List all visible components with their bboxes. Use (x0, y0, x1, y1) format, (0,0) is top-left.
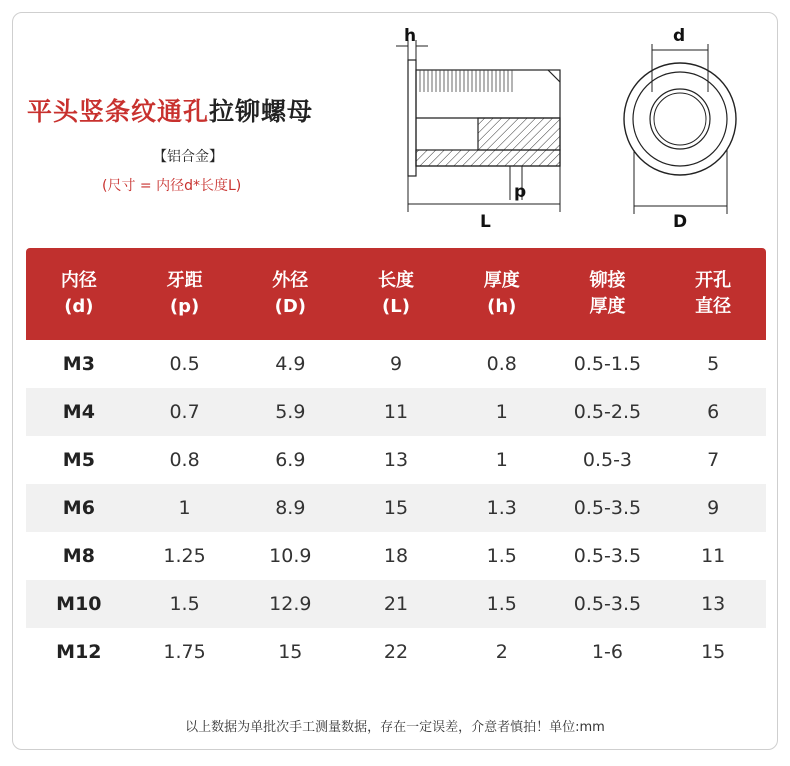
size-note: (尺寸 = 内径d*长度L) (102, 178, 242, 194)
table-cell: 15 (278, 641, 303, 663)
table-cell: 12.9 (269, 593, 312, 615)
table-cell: M6 (62, 497, 95, 519)
table-cell: 11 (701, 545, 726, 567)
table-cell: 0.5-3.5 (573, 545, 642, 567)
table-cell: 13 (383, 449, 409, 471)
column-header: 外径 (D) (272, 270, 309, 317)
spec-table (26, 248, 766, 676)
table-cell: 5.9 (275, 401, 306, 423)
title-dark-part: 拉铆螺母 (209, 97, 314, 126)
table-row (26, 580, 766, 628)
column-header: 厚度 (h) (483, 270, 520, 317)
table-cell: 11 (383, 401, 409, 423)
table-row (26, 388, 766, 436)
column-header: 长度 (L) (378, 270, 415, 317)
table-row (26, 436, 766, 484)
table-row (26, 628, 766, 676)
front-view-drawing (624, 44, 736, 214)
table-cell: 1.5 (486, 593, 517, 615)
table-cell: 1.5 (486, 545, 517, 567)
table-cell: 0.5-3.5 (573, 497, 642, 519)
table-body (26, 340, 766, 676)
table-cell: 6.9 (275, 449, 306, 471)
table-cell: M10 (56, 593, 102, 615)
table-cell: 7 (707, 449, 720, 471)
table-cell: 6 (707, 401, 720, 423)
table-cell: 1 (178, 497, 191, 519)
dim-L-label: L (480, 212, 491, 232)
table-cell: 8.9 (275, 497, 306, 519)
table-cell: 18 (383, 545, 409, 567)
footnote: 以上数据为单批次手工测量数据，存在一定误差，介意者慎拍！单位:mm (185, 720, 605, 735)
table-cell: 0.5-1.5 (573, 353, 642, 375)
table-cell: 0.5 (169, 353, 200, 375)
table-cell: 10.9 (269, 545, 312, 567)
table-cell: 1.25 (163, 545, 206, 567)
material-label: 【铝合金】 (153, 149, 223, 165)
table-row (26, 484, 766, 532)
dim-d-label: d (673, 26, 686, 46)
table-cell: 1-6 (591, 641, 623, 663)
table-cell: 13 (701, 593, 726, 615)
dim-D-label: D (673, 212, 688, 232)
table-cell: 1.5 (169, 593, 200, 615)
column-header: 内径 (d) (60, 270, 97, 317)
table-cell: 1 (495, 449, 508, 471)
rivet-nut-diagram (0, 0, 790, 240)
table-cell: M3 (62, 353, 95, 375)
title-red-part: 平头竖条纹通孔 (27, 97, 210, 126)
table-cell: 15 (701, 641, 726, 663)
table-cell: 1.75 (163, 641, 206, 663)
table-cell: 9 (707, 497, 720, 519)
table-cell: 5 (707, 353, 720, 375)
dim-h-label: h (404, 26, 417, 46)
table-cell: M8 (62, 545, 95, 567)
table-row (26, 340, 766, 388)
table-cell: 0.7 (169, 401, 200, 423)
table-cell: 0.8 (169, 449, 200, 471)
table-header (26, 248, 766, 340)
table-cell: 0.5-3 (582, 449, 633, 471)
dim-p-label: p (514, 182, 527, 202)
table-cell: 4.9 (275, 353, 306, 375)
table-cell: 0.5-2.5 (573, 401, 642, 423)
table-row (26, 532, 766, 580)
column-header: 开孔 直径 (695, 270, 732, 317)
table-cell: M5 (62, 449, 95, 471)
table-cell: M12 (56, 641, 102, 663)
table-cell: 21 (383, 593, 409, 615)
table-cell: 2 (495, 641, 508, 663)
column-header: 牙距 (p) (166, 270, 203, 317)
table-cell: 0.8 (486, 353, 517, 375)
table-cell: M4 (62, 401, 95, 423)
table-cell: 0.5-3.5 (573, 593, 642, 615)
table-cell: 22 (383, 641, 409, 663)
table-cell: 1 (495, 401, 508, 423)
table-cell: 1.3 (486, 497, 517, 519)
side-view-drawing (408, 60, 560, 176)
table-cell: 15 (383, 497, 409, 519)
column-header: 铆接 厚度 (589, 270, 626, 317)
table-cell: 9 (389, 353, 403, 375)
